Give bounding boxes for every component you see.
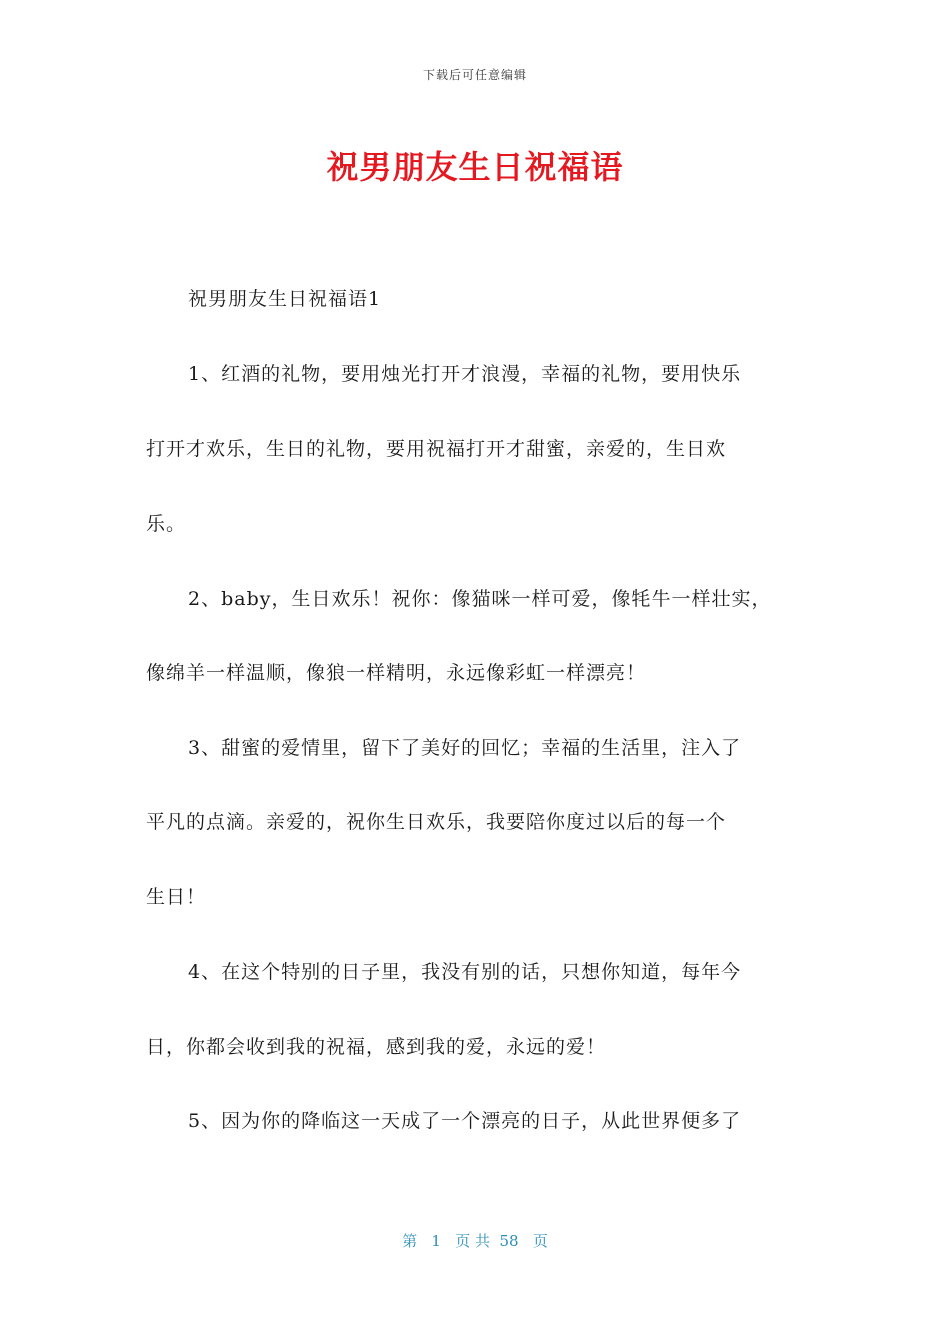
- page-footer: 第 1 页 共 58 页: [402, 1232, 548, 1250]
- paragraph-line: 4、在这个特别的日子里，我没有别的话，只想你知道，每年今: [188, 961, 742, 983]
- paragraph-line: 像绵羊一样温顺，像狼一样精明，永远像彩虹一样漂亮！: [146, 662, 647, 684]
- paragraph-line: 日，你都会收到我的祝福，感到我的爱，永远的爱！: [146, 1036, 607, 1058]
- paragraph-line: 打开才欢乐，生日的礼物，要用祝福打开才甜蜜，亲爱的，生日欢: [146, 438, 727, 460]
- section-heading: 祝男朋友生日祝福语1: [188, 288, 382, 310]
- header-note: 下载后可任意编辑: [422, 68, 527, 82]
- paragraph-line: 生日！: [146, 886, 207, 908]
- paragraph-line: 2、baby，生日欢乐！祝你：像猫咪一样可爱，像牦牛一样壮实，: [188, 588, 772, 610]
- paragraph-line: 乐。: [146, 513, 187, 535]
- paragraph-line: 平凡的点滴。亲爱的，祝你生日欢乐，我要陪你度过以后的每一个: [146, 811, 727, 833]
- paragraph-line: 1、红酒的礼物，要用烛光打开才浪漫，幸福的礼物，要用快乐: [188, 363, 742, 385]
- paragraph-line: 3、甜蜜的爱情里，留下了美好的回忆；幸福的生活里，注入了: [188, 737, 742, 759]
- paragraph-line: 5、因为你的降临这一天成了一个漂亮的日子，从此世界便多了: [188, 1110, 742, 1132]
- document-title: 祝男朋友生日祝福语: [326, 148, 624, 186]
